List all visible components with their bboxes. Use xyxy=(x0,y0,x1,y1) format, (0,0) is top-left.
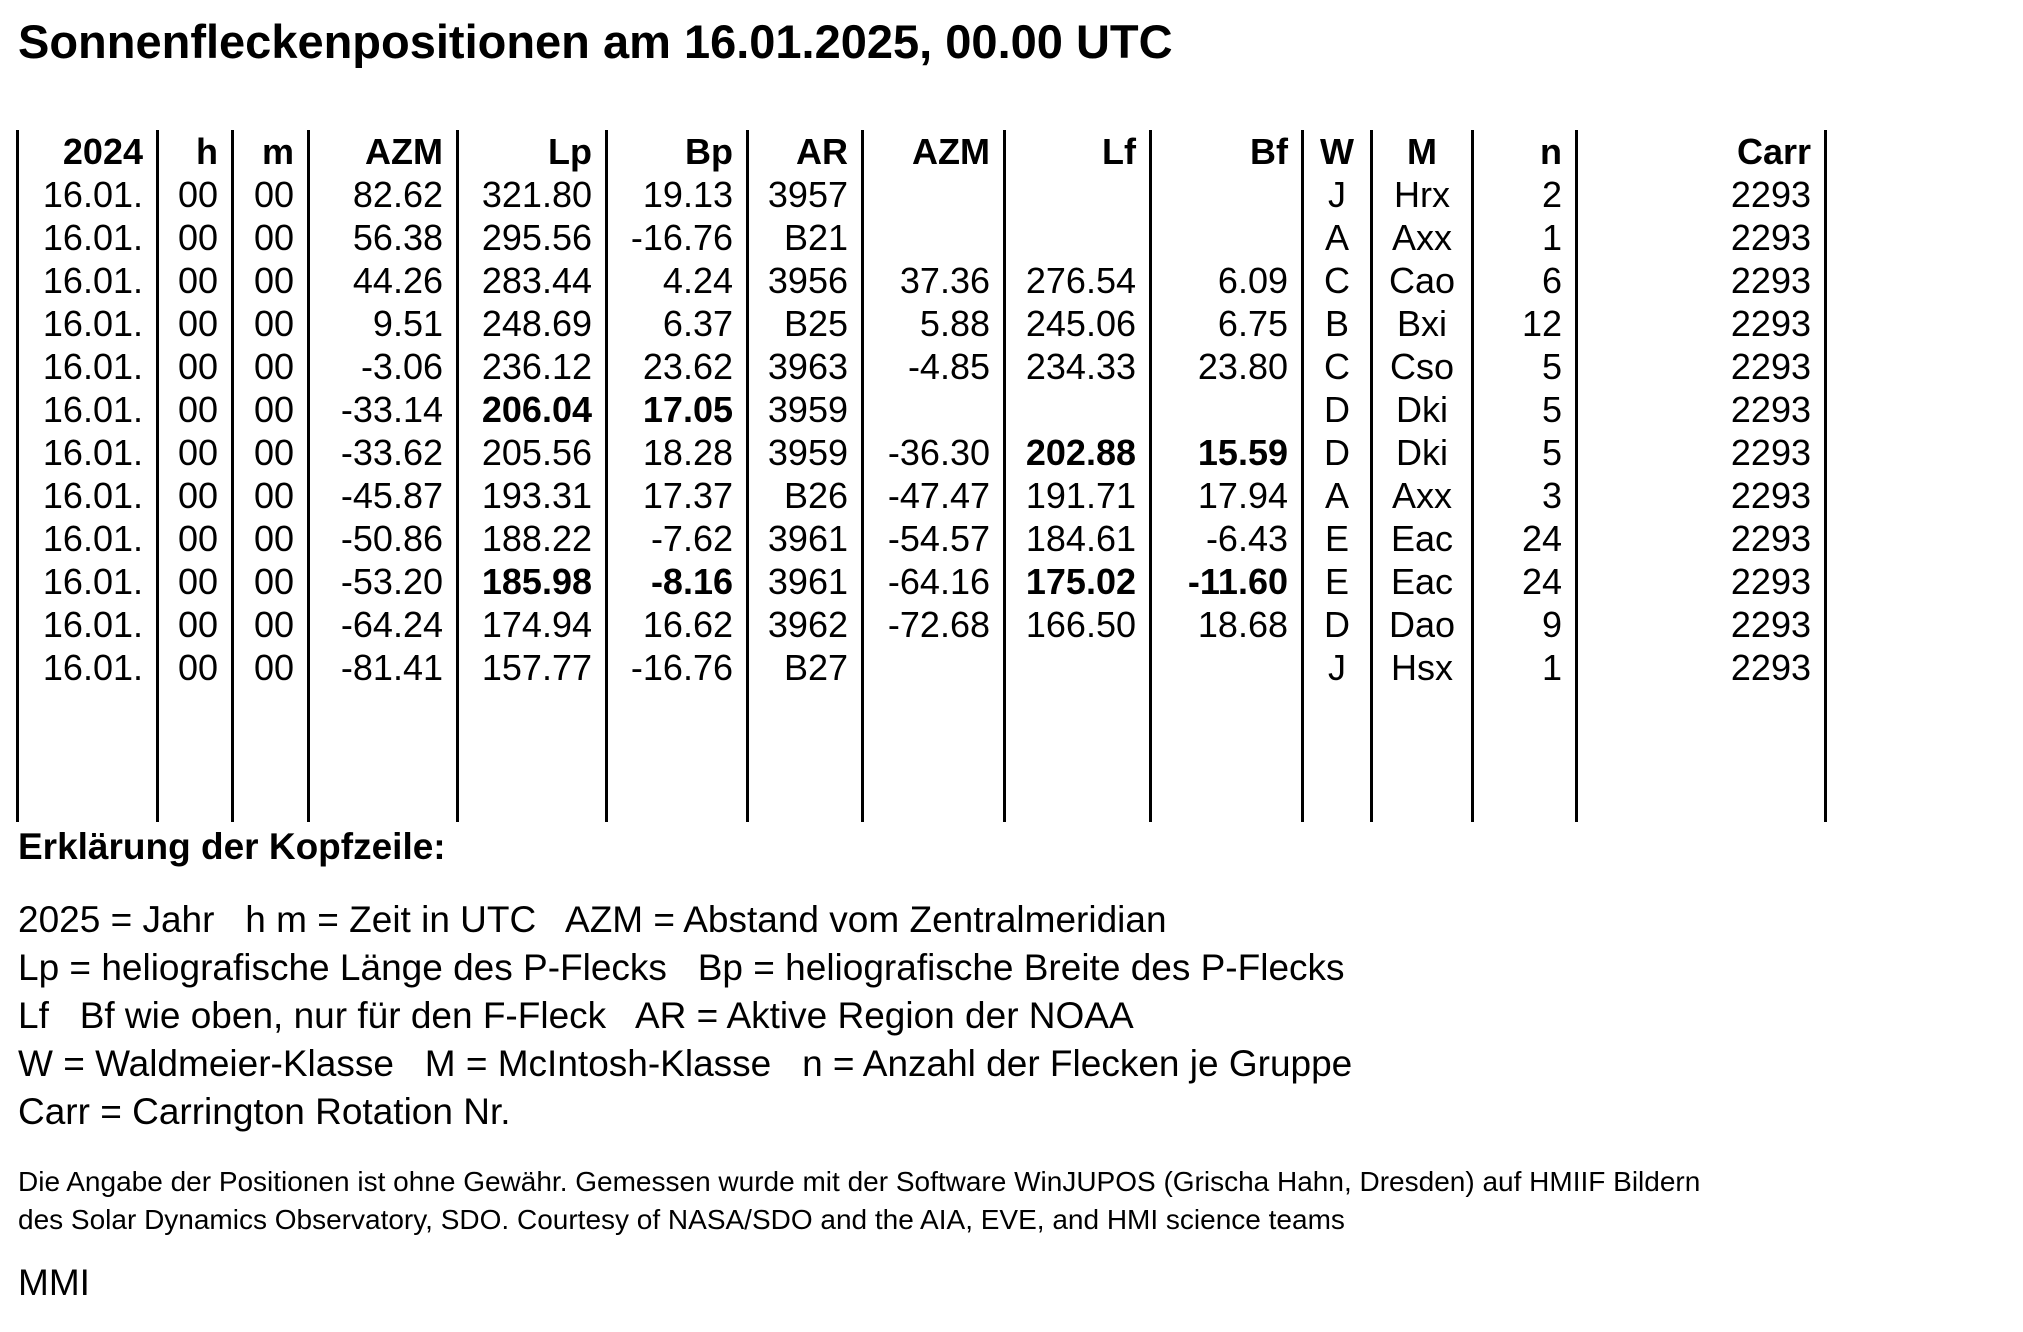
table-filler-cell xyxy=(18,689,158,822)
table-cell: 3 xyxy=(1473,474,1577,517)
table-cell: 2293 xyxy=(1577,603,1826,646)
table-cell: Dki xyxy=(1372,388,1473,431)
table-cell: 2293 xyxy=(1577,216,1826,259)
legend xyxy=(18,896,1352,1136)
table-cell: 00 xyxy=(158,517,233,560)
column-header: Lp xyxy=(458,130,607,173)
column-header: Carr xyxy=(1577,130,1826,173)
table-row xyxy=(18,216,1826,259)
table-cell: Hsx xyxy=(1372,646,1473,689)
column-header: AR xyxy=(748,130,863,173)
table-row xyxy=(18,173,1826,216)
table-cell: 2293 xyxy=(1577,302,1826,345)
column-header: Bp xyxy=(607,130,748,173)
table-cell: 245.06 xyxy=(1005,302,1151,345)
table-cell: E xyxy=(1303,517,1372,560)
table-cell: 16.01. xyxy=(18,345,158,388)
table-cell: 00 xyxy=(233,474,309,517)
table-cell xyxy=(1005,646,1151,689)
table-cell: 3962 xyxy=(748,603,863,646)
table-cell: 248.69 xyxy=(458,302,607,345)
table-cell: B26 xyxy=(748,474,863,517)
table-cell: 00 xyxy=(158,603,233,646)
table-cell xyxy=(863,216,1005,259)
table-cell: 00 xyxy=(158,646,233,689)
table-cell: 44.26 xyxy=(309,259,458,302)
table-filler-cell xyxy=(1372,689,1473,822)
table-cell: J xyxy=(1303,646,1372,689)
table-cell: 16.01. xyxy=(18,603,158,646)
table-cell: 00 xyxy=(233,431,309,474)
table-cell: 175.02 xyxy=(1005,560,1151,603)
table-cell: 5 xyxy=(1473,431,1577,474)
table-cell: 00 xyxy=(233,345,309,388)
table-cell: 37.36 xyxy=(863,259,1005,302)
disclaimer-line: Die Angabe der Positionen ist ohne Gewähr. Gemessen wurde mit der Software WinJUPOS (Grischa Hahn, Dresden) auf HMIIF Bildern xyxy=(18,1166,1701,1197)
table-cell: 2293 xyxy=(1577,431,1826,474)
table-cell: 15.59 xyxy=(1151,431,1303,474)
table-cell: 2 xyxy=(1473,173,1577,216)
legend-line: Lf Bf wie oben, nur für den F-Fleck AR = Aktive Region der NOAA xyxy=(18,995,1134,1036)
table-cell: D xyxy=(1303,603,1372,646)
table-cell xyxy=(1151,216,1303,259)
table-cell: 00 xyxy=(233,388,309,431)
table-cell: Cso xyxy=(1372,345,1473,388)
table-cell: -6.43 xyxy=(1151,517,1303,560)
table-cell: J xyxy=(1303,173,1372,216)
column-header: m xyxy=(233,130,309,173)
table-cell: 00 xyxy=(233,173,309,216)
author-signature: MMI xyxy=(18,1262,90,1303)
table-filler-cell xyxy=(233,689,309,822)
table-cell xyxy=(863,173,1005,216)
table-cell: A xyxy=(1303,216,1372,259)
table-cell: 16.01. xyxy=(18,474,158,517)
table-cell: A xyxy=(1303,474,1372,517)
table-cell: -45.87 xyxy=(309,474,458,517)
table-cell: 2293 xyxy=(1577,259,1826,302)
table-cell: B27 xyxy=(748,646,863,689)
column-header: h xyxy=(158,130,233,173)
table-cell: 16.01. xyxy=(18,388,158,431)
table-cell: 321.80 xyxy=(458,173,607,216)
table-cell: 17.37 xyxy=(607,474,748,517)
table-cell: 23.62 xyxy=(607,345,748,388)
table-cell: Eac xyxy=(1372,560,1473,603)
table-cell: 3961 xyxy=(748,560,863,603)
table-cell: 24 xyxy=(1473,517,1577,560)
table-cell: 9 xyxy=(1473,603,1577,646)
table-cell: 19.13 xyxy=(607,173,748,216)
legend-title: Erklärung der Kopfzeile: xyxy=(18,826,446,867)
table-filler-cell xyxy=(1473,689,1577,822)
table-cell: 2293 xyxy=(1577,388,1826,431)
table-row xyxy=(18,560,1826,603)
table-cell: 6.09 xyxy=(1151,259,1303,302)
table-cell: 16.01. xyxy=(18,560,158,603)
column-header: AZM xyxy=(863,130,1005,173)
table-cell: 00 xyxy=(158,474,233,517)
table-cell: D xyxy=(1303,388,1372,431)
table-cell: 174.94 xyxy=(458,603,607,646)
table-cell: 276.54 xyxy=(1005,259,1151,302)
table-cell: 56.38 xyxy=(309,216,458,259)
table-cell: 00 xyxy=(158,345,233,388)
table-cell: Axx xyxy=(1372,216,1473,259)
table-cell: 3959 xyxy=(748,431,863,474)
table-filler-cell xyxy=(1151,689,1303,822)
table-cell: 6.37 xyxy=(607,302,748,345)
table-filler-cell xyxy=(158,689,233,822)
table-cell: 16.01. xyxy=(18,173,158,216)
table-cell: 202.88 xyxy=(1005,431,1151,474)
legend-line: Carr = Carrington Rotation Nr. xyxy=(18,1091,511,1132)
table-body xyxy=(18,173,1826,822)
legend-line: W = Waldmeier-Klasse M = McIntosh-Klasse n = Anzahl der Flecken je Gruppe xyxy=(18,1043,1353,1084)
table-cell: Hrx xyxy=(1372,173,1473,216)
table-cell: 3957 xyxy=(748,173,863,216)
table-cell xyxy=(1005,388,1151,431)
table-filler-row xyxy=(18,689,1826,822)
legend-line: 2025 = Jahr h m = Zeit in UTC AZM = Abstand vom Zentralmeridian xyxy=(18,899,1167,940)
table-cell: 193.31 xyxy=(458,474,607,517)
table-cell: 3956 xyxy=(748,259,863,302)
table-cell: 16.01. xyxy=(18,646,158,689)
table-cell: 16.01. xyxy=(18,517,158,560)
table-cell: 82.62 xyxy=(309,173,458,216)
sunspot-table-container xyxy=(16,130,1824,822)
table-cell: 00 xyxy=(158,388,233,431)
table-row xyxy=(18,302,1826,345)
table-cell: C xyxy=(1303,345,1372,388)
table-cell: 283.44 xyxy=(458,259,607,302)
table-cell: 24 xyxy=(1473,560,1577,603)
table-cell: -64.24 xyxy=(309,603,458,646)
table-cell: -7.62 xyxy=(607,517,748,560)
table-cell: 17.94 xyxy=(1151,474,1303,517)
table-cell: -11.60 xyxy=(1151,560,1303,603)
table-cell: 205.56 xyxy=(458,431,607,474)
table-cell: 6 xyxy=(1473,259,1577,302)
table-cell: 1 xyxy=(1473,216,1577,259)
table-cell xyxy=(1005,216,1151,259)
table-cell: -3.06 xyxy=(309,345,458,388)
table-cell: 166.50 xyxy=(1005,603,1151,646)
table-cell: Cao xyxy=(1372,259,1473,302)
table-cell xyxy=(1005,173,1151,216)
table-cell: -4.85 xyxy=(863,345,1005,388)
column-header: AZM xyxy=(309,130,458,173)
legend-line: Lp = heliografische Länge des P-Flecks Bp = heliografische Breite des P-Flecks xyxy=(18,947,1345,988)
table-cell: -8.16 xyxy=(607,560,748,603)
table-cell: 00 xyxy=(233,517,309,560)
table-row xyxy=(18,345,1826,388)
table-row xyxy=(18,474,1826,517)
table-cell: 16.01. xyxy=(18,302,158,345)
table-cell: 00 xyxy=(233,603,309,646)
table-row xyxy=(18,603,1826,646)
table-cell xyxy=(1151,646,1303,689)
table-filler-cell xyxy=(309,689,458,822)
table-header-row xyxy=(18,130,1826,173)
table-cell: -16.76 xyxy=(607,646,748,689)
table-cell: 3963 xyxy=(748,345,863,388)
table-cell xyxy=(863,646,1005,689)
column-header: 2024 xyxy=(18,130,158,173)
table-cell: 12 xyxy=(1473,302,1577,345)
table-cell: E xyxy=(1303,560,1372,603)
table-cell: 16.01. xyxy=(18,216,158,259)
table-cell: 234.33 xyxy=(1005,345,1151,388)
table-cell: 188.22 xyxy=(458,517,607,560)
table-cell: 00 xyxy=(158,259,233,302)
table-cell: -81.41 xyxy=(309,646,458,689)
table-cell: -53.20 xyxy=(309,560,458,603)
table-cell: 00 xyxy=(158,560,233,603)
table-cell: B21 xyxy=(748,216,863,259)
table-cell: 3959 xyxy=(748,388,863,431)
table-row xyxy=(18,517,1826,560)
table-cell: 23.80 xyxy=(1151,345,1303,388)
table-cell: B xyxy=(1303,302,1372,345)
table-cell: -54.57 xyxy=(863,517,1005,560)
table-filler-cell xyxy=(607,689,748,822)
table-cell: -50.86 xyxy=(309,517,458,560)
table-cell: 2293 xyxy=(1577,173,1826,216)
table-cell: 00 xyxy=(233,646,309,689)
table-cell: 2293 xyxy=(1577,560,1826,603)
table-filler-cell xyxy=(1303,689,1372,822)
table-cell: 00 xyxy=(158,302,233,345)
table-cell: 2293 xyxy=(1577,517,1826,560)
column-header: W xyxy=(1303,130,1372,173)
table-cell: C xyxy=(1303,259,1372,302)
table-cell: 3961 xyxy=(748,517,863,560)
table-cell: 4.24 xyxy=(607,259,748,302)
table-cell: 16.01. xyxy=(18,259,158,302)
table-cell: 9.51 xyxy=(309,302,458,345)
table-cell: 00 xyxy=(233,216,309,259)
disclaimer-line: des Solar Dynamics Observatory, SDO. Courtesy of NASA/SDO and the AIA, EVE, and HMI science teams xyxy=(18,1204,1345,1235)
table-row xyxy=(18,431,1826,474)
page-title: Sonnenfleckenpositionen am 16.01.2025, 00.00 UTC xyxy=(18,15,1173,68)
table-cell: 191.71 xyxy=(1005,474,1151,517)
table-cell: 00 xyxy=(233,302,309,345)
table-cell: 18.68 xyxy=(1151,603,1303,646)
disclaimer xyxy=(18,1163,1700,1239)
table-row xyxy=(18,259,1826,302)
table-cell: 1 xyxy=(1473,646,1577,689)
table-cell: 2293 xyxy=(1577,345,1826,388)
table-cell: 00 xyxy=(158,216,233,259)
column-header: M xyxy=(1372,130,1473,173)
column-header: Bf xyxy=(1151,130,1303,173)
table-cell: 5 xyxy=(1473,345,1577,388)
table-cell: 236.12 xyxy=(458,345,607,388)
table-cell: -16.76 xyxy=(607,216,748,259)
table-filler-cell xyxy=(863,689,1005,822)
table-filler-cell xyxy=(748,689,863,822)
table-filler-cell xyxy=(1577,689,1826,822)
table-cell: Axx xyxy=(1372,474,1473,517)
table-cell: 185.98 xyxy=(458,560,607,603)
table-cell: 5.88 xyxy=(863,302,1005,345)
table-cell: 5 xyxy=(1473,388,1577,431)
table-cell: 206.04 xyxy=(458,388,607,431)
table-filler-cell xyxy=(458,689,607,822)
table-filler-cell xyxy=(1005,689,1151,822)
column-header: Lf xyxy=(1005,130,1151,173)
table-cell: 18.28 xyxy=(607,431,748,474)
sunspot-positions-table xyxy=(16,130,1827,822)
table-cell: 2293 xyxy=(1577,474,1826,517)
table-cell: 6.75 xyxy=(1151,302,1303,345)
table-cell: 00 xyxy=(158,431,233,474)
table-cell: -47.47 xyxy=(863,474,1005,517)
table-cell: Dki xyxy=(1372,431,1473,474)
table-cell: 157.77 xyxy=(458,646,607,689)
table-cell: 16.01. xyxy=(18,431,158,474)
table-cell: -72.68 xyxy=(863,603,1005,646)
table-cell: -33.62 xyxy=(309,431,458,474)
table-cell: -33.14 xyxy=(309,388,458,431)
table-cell: Eac xyxy=(1372,517,1473,560)
table-cell: D xyxy=(1303,431,1372,474)
table-cell: 00 xyxy=(158,173,233,216)
table-cell: 17.05 xyxy=(607,388,748,431)
table-cell: 00 xyxy=(233,259,309,302)
table-cell xyxy=(1151,388,1303,431)
table-cell: -64.16 xyxy=(863,560,1005,603)
table-cell: B25 xyxy=(748,302,863,345)
table-row xyxy=(18,388,1826,431)
table-cell: 16.62 xyxy=(607,603,748,646)
table-cell: Dao xyxy=(1372,603,1473,646)
table-cell: 184.61 xyxy=(1005,517,1151,560)
table-cell: -36.30 xyxy=(863,431,1005,474)
table-cell: 00 xyxy=(233,560,309,603)
column-header: n xyxy=(1473,130,1577,173)
table-row xyxy=(18,646,1826,689)
table-cell xyxy=(863,388,1005,431)
table-cell: Bxi xyxy=(1372,302,1473,345)
table-cell xyxy=(1151,173,1303,216)
table-cell: 295.56 xyxy=(458,216,607,259)
table-cell: 2293 xyxy=(1577,646,1826,689)
